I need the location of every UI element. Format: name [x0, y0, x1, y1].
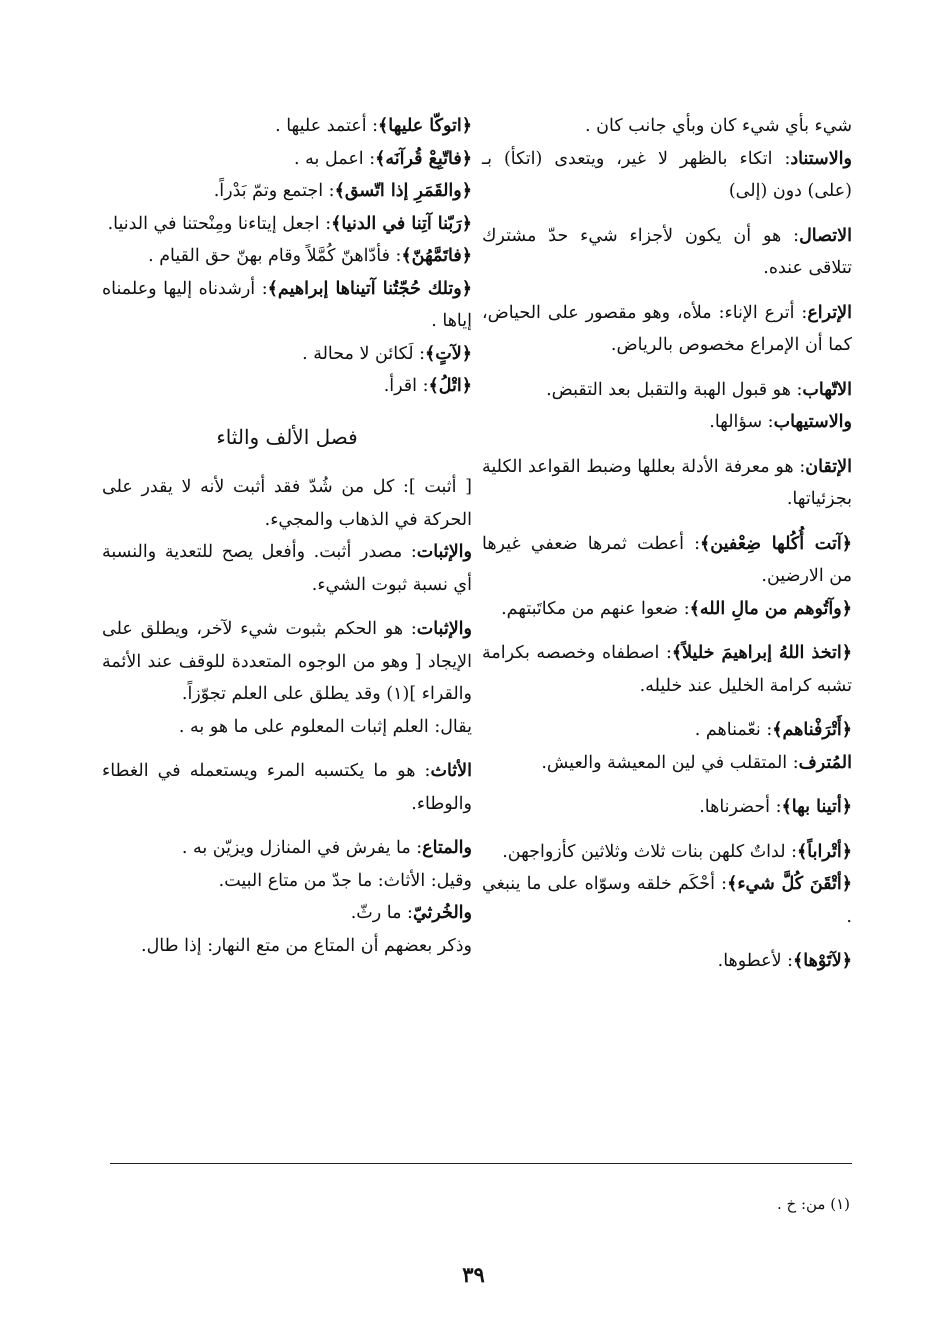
- entry: [102, 240, 472, 273]
- entry-text: وقيل: الأثاث: ما جدّ من متاع البيت.: [218, 870, 472, 891]
- entry-text: : لأعطوها.: [717, 951, 794, 971]
- entry-text: : نعّمناهم .: [694, 720, 773, 740]
- entry-head: المُترف: [798, 752, 852, 773]
- entry: [102, 208, 472, 241]
- entry-text: : ما رثّ.: [350, 903, 413, 923]
- entry-head: الاتصال: [799, 225, 852, 246]
- entry-text: [ أثبت ]: كل من شُدّ فقد أثبت لأنه لا يقدر على الحركة في الذهاب والمجيء.: [102, 477, 472, 530]
- entry-text: : هو معرفة الأدلة بعللها وضبط القواعد الكلية بجزئياتها.: [482, 456, 852, 509]
- entry-head: والاستناد: [790, 148, 852, 169]
- entry: [102, 273, 472, 338]
- entry: [102, 338, 472, 371]
- entry: [482, 451, 852, 516]
- entry: [482, 528, 852, 593]
- entry: [482, 714, 852, 747]
- entry-text: : لداتٌ كلهن بنات ثلاث وثلاثين كأزواجهن.: [502, 841, 798, 862]
- entry-text: : هو ما يكتسبه المرء ويستعمله في الغطاء والوطاء.: [102, 761, 472, 814]
- entry-text: : المتقلب في لين المعيشة والعيش.: [541, 752, 799, 773]
- entry-head: الإتقان: [805, 456, 852, 477]
- entry-head: الأثاث: [430, 761, 472, 781]
- entry-text: : أحْكَم خلقه وسوّاه على ما ينبغي .: [482, 874, 852, 927]
- entry: [482, 836, 852, 869]
- entry-text: : سؤالها.: [709, 412, 774, 432]
- entry-text: شيء بأي شيء كان وبأي جانب كان .: [585, 116, 852, 136]
- entry-head: والإثبات: [416, 542, 472, 562]
- entry-text: : فأدّاهنّ كُمَّلاً وقام بهنّ حق القيام .: [148, 246, 402, 266]
- entry: [102, 110, 472, 143]
- entry-head: ﴿وآتُوهم من مالِ الله﴾: [689, 598, 852, 619]
- entry-text: : أرشدناه إليها وعلمناه إياها .: [102, 278, 472, 331]
- entry-text: وذكر بعضهم أن المتاع من متع النهار: إذا طال.: [141, 935, 472, 956]
- entry: [102, 755, 472, 820]
- entry-head: ﴿أتينا بها﴾: [781, 797, 852, 817]
- entry-text: : هو أن يكون لأجزاء شيء حدّ مشترك تتلاقى عنده.: [482, 225, 852, 278]
- entry-head: ﴿لآتٍ﴾: [425, 343, 472, 364]
- entry-text: : ما يفرش في المنازل ويزيّن به .: [181, 838, 423, 858]
- entry: [102, 930, 472, 963]
- right-column: [482, 110, 852, 990]
- entry: [482, 297, 852, 362]
- entry: [482, 406, 852, 439]
- entry-head: ﴿لآتَوْها﴾: [793, 951, 852, 971]
- entry-text: : ضعوا عنهم من مكاتَبتهم.: [501, 598, 690, 619]
- entry-text: : اعمل به .: [294, 148, 376, 169]
- entry-text: : لَكائن لا محالة .: [302, 343, 426, 364]
- entry: [482, 593, 852, 626]
- entry: [482, 220, 852, 285]
- entry: [102, 143, 472, 176]
- entry: [482, 868, 852, 933]
- entry-text: : أعتمد عليها .: [275, 116, 379, 136]
- entry-text: : اجعل إيتاءنا ومِنْحتنا في الدنيا.: [107, 213, 332, 234]
- entry-head: الإتراع: [807, 302, 852, 323]
- entry-text: : أعطت ثمرها ضعفي غيرها من الارضين.: [482, 533, 852, 586]
- entry-head: ﴿اتخذ اللهُ إبراهيمَ خليلاً﴾: [671, 643, 852, 663]
- entry: [482, 945, 852, 978]
- entry-text: : هو الحكم بثبوت شيء لآخر، ويطلق على الإيجاد [ وهو من الوجوه المتعددة للوقف عند الأئمة والقراء ](١) وقد يطلق على العلم تجوّزاً.: [102, 619, 472, 704]
- entry: [102, 471, 472, 536]
- entry-head: ﴿آتت أُكُلها ضِعْفين﴾: [700, 533, 852, 554]
- entry: [102, 711, 472, 744]
- entry-head: ﴿فاتّبِعْ قُرآنَه﴾: [375, 148, 472, 169]
- footnote-divider: [110, 1163, 852, 1164]
- entry-head: ﴿أَتْرَفْناهم﴾: [772, 720, 852, 740]
- entry-text: : اقرأ.: [383, 376, 429, 396]
- section-title: فصل الألف والثاء: [216, 424, 358, 449]
- footnote: (١) من: خ .: [776, 1195, 850, 1213]
- entry: [102, 370, 472, 403]
- entry-head: ﴿والقَمَرِ إذا اتّسق﴾: [334, 181, 472, 201]
- entry: [102, 613, 472, 711]
- entry-head: ﴿فاتَمَّهُنّ﴾: [401, 246, 472, 266]
- entry: [482, 374, 852, 407]
- entry-text: : هو قبول الهبة والتقبل بعد التقبض.: [546, 379, 803, 400]
- entry: [102, 175, 472, 208]
- entry: [102, 536, 472, 601]
- entry-head: ﴿أتْراباً﴾: [797, 841, 852, 862]
- entry: [482, 791, 852, 824]
- entry: [482, 637, 852, 702]
- entry-head: ﴿اتوكّا عليها﴾: [378, 116, 472, 136]
- entry: [482, 747, 852, 780]
- entry-text: : اتكاء بالظهر لا غير، ويتعدى (اتكأ) بـ (على) دون (إلى): [482, 148, 852, 201]
- entry-head: والمتاع: [422, 838, 472, 858]
- entry-text: : أحضرناها.: [699, 797, 782, 817]
- entry-text: : اصطفاه وخصصه بكرامة تشبه كرامة الخليل عند خليله.: [482, 643, 852, 696]
- entry-head: والخُرثيّ: [412, 903, 472, 923]
- entry-head: ﴿وتلك حُجّتُنا آتيناها إبراهيم﴾: [267, 278, 473, 299]
- entry-head: ﴿أتْقَنَ كُلَّ شيء﴾: [727, 874, 852, 894]
- entry-head: ﴿رَبّنا آتِنا في الدنيا﴾: [331, 213, 472, 234]
- entry-head: ﴿اتْلُ﴾: [428, 376, 472, 396]
- entry-text: : مصدر أثبت. وأفعل يصح للتعدية والنسبة أي نسبة ثبوت الشيء.: [102, 542, 472, 595]
- entry: [482, 110, 852, 143]
- entry: [102, 865, 472, 898]
- entry-text: يقال: العلم إثبات المعلوم على ما هو به .: [178, 716, 472, 737]
- entry-head: الاتّهاب: [802, 379, 852, 400]
- entry: [102, 832, 472, 865]
- entry-head: والاستيهاب: [773, 412, 852, 432]
- entry: [102, 897, 472, 930]
- entry-text: : أترع الإناء: ملأه، وهو مقصور على الحياض، كما أن الإمراع مخصوص بالرياض.: [482, 302, 852, 355]
- entry-text: : اجتمع وتمّ بَدْراً.: [213, 181, 335, 201]
- entry: [482, 143, 852, 208]
- entry-head: والإثبات: [416, 619, 472, 639]
- left-column: [102, 110, 472, 962]
- page-number: ٣٩: [462, 1262, 485, 1287]
